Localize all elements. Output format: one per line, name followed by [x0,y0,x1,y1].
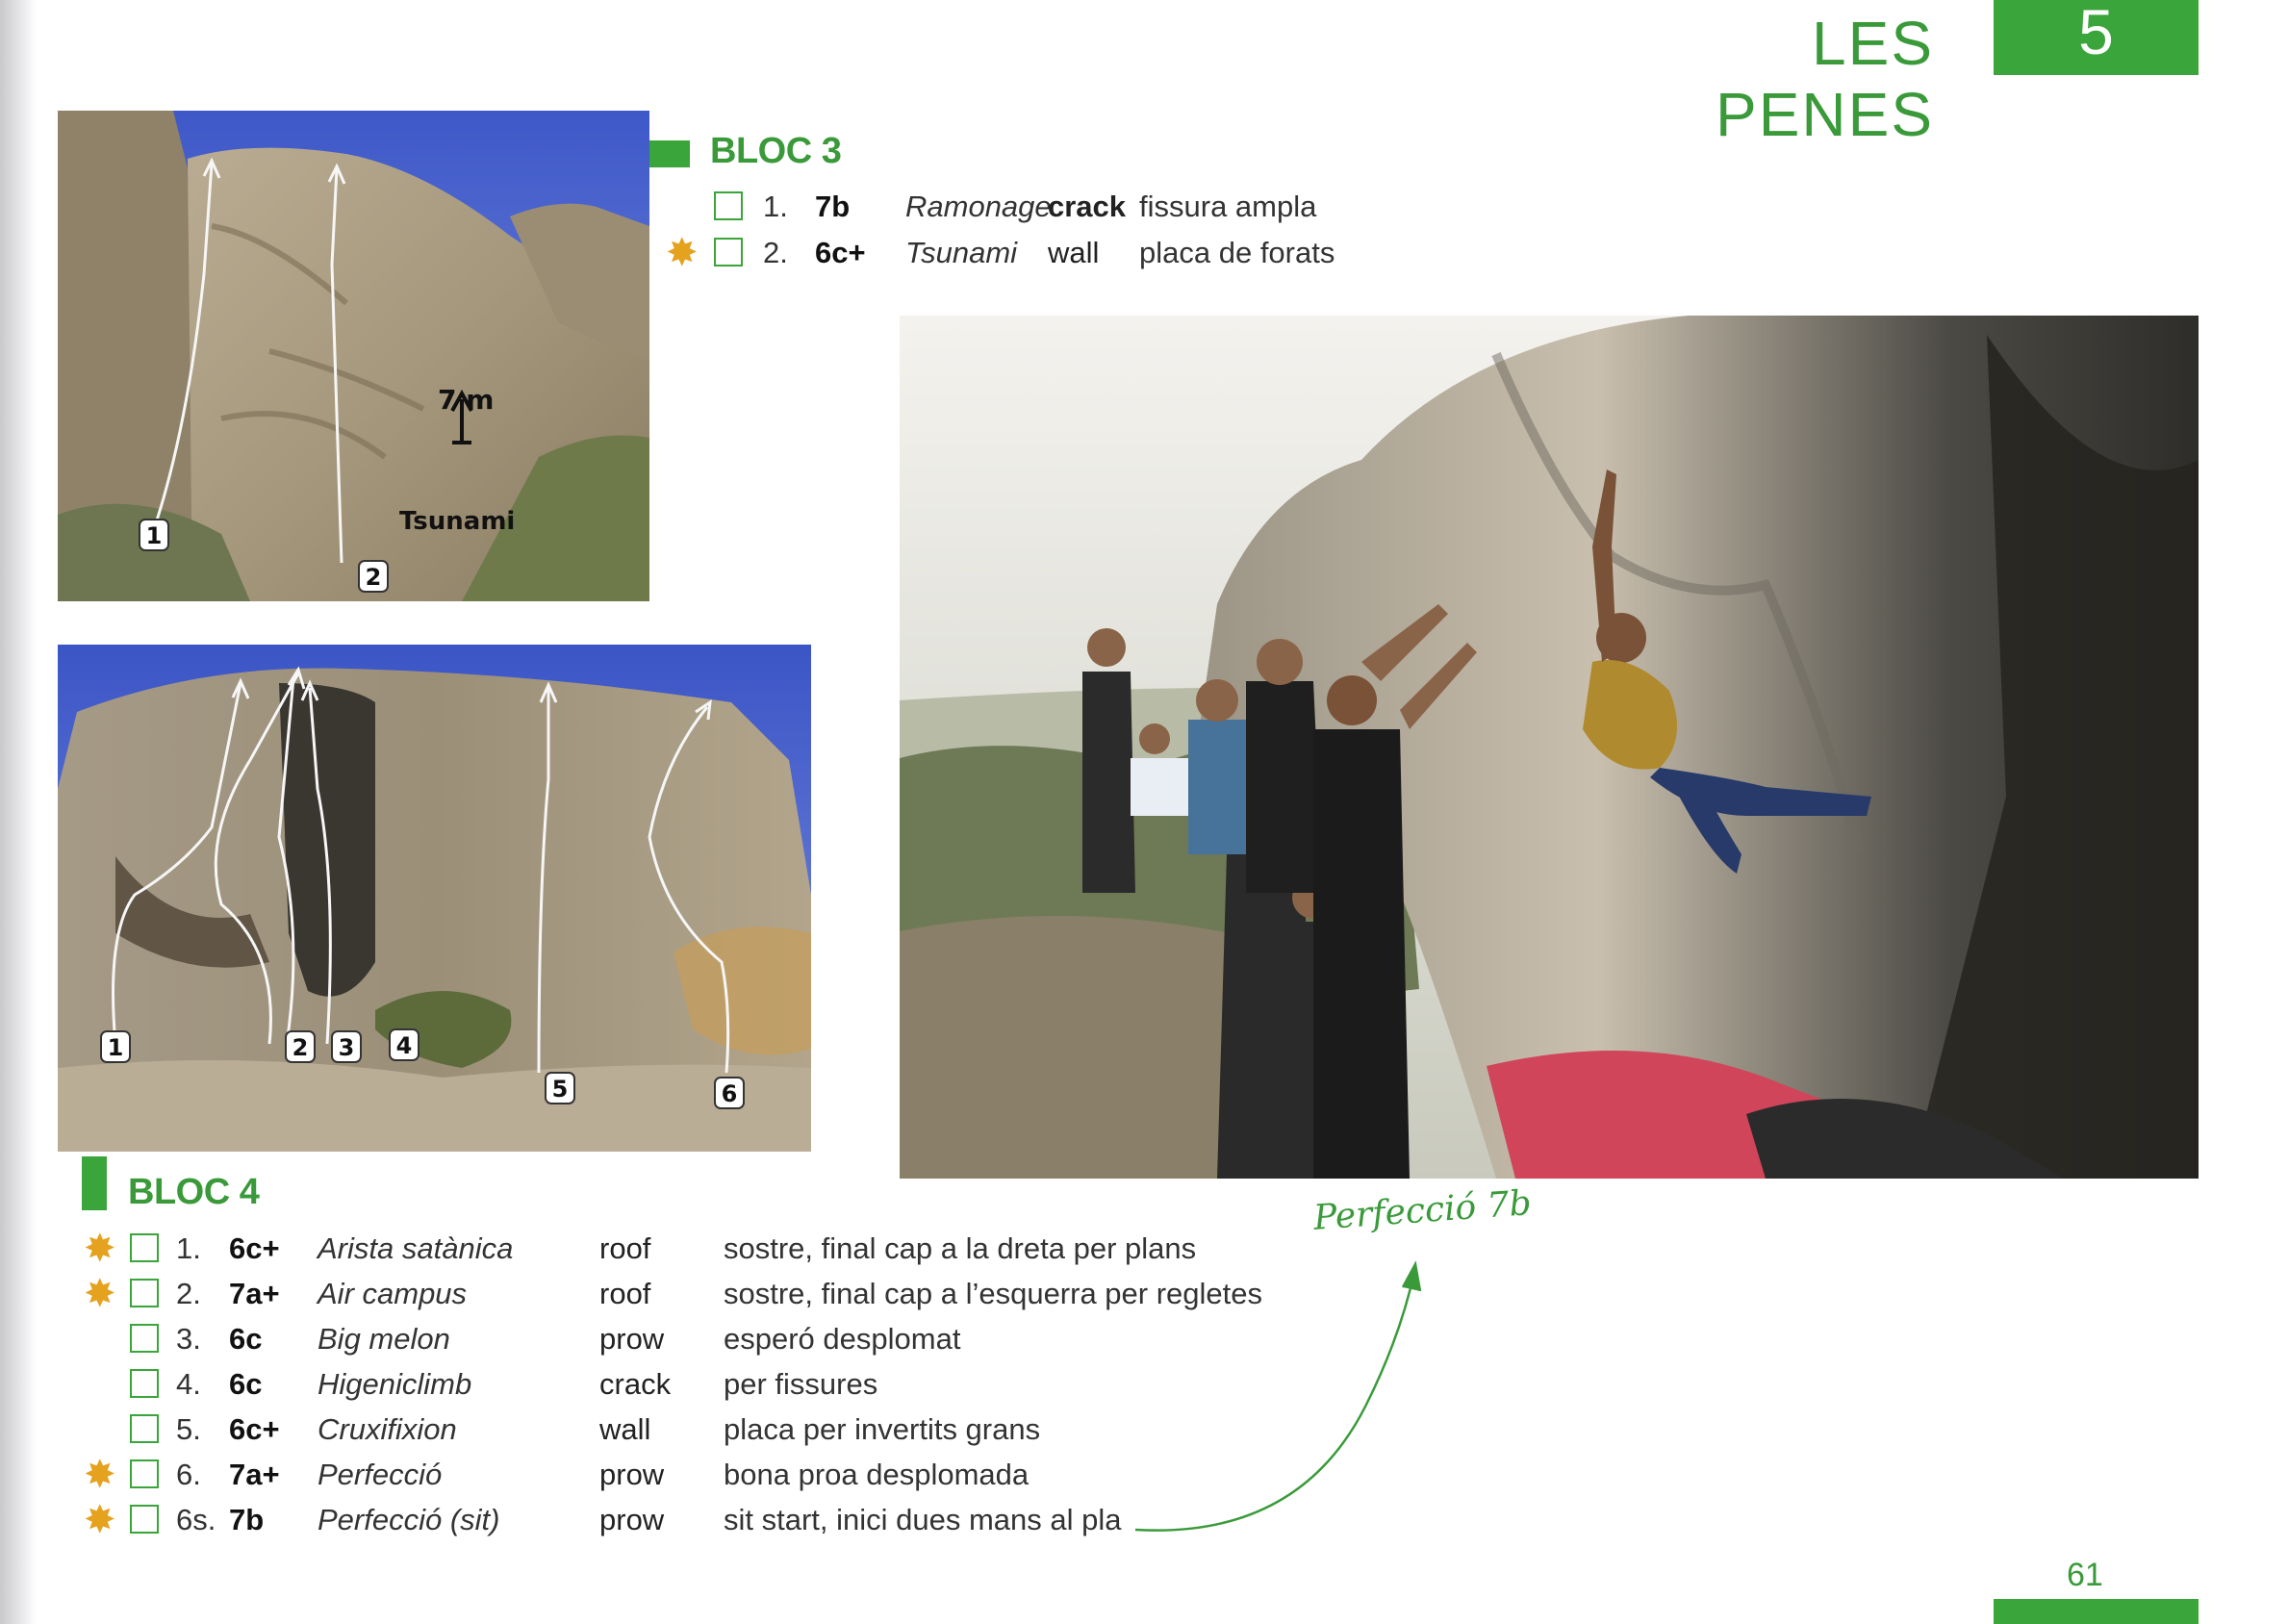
svg-text:4: 4 [395,1032,413,1059]
route-name: Perfecció [318,1458,443,1491]
star-icon: ✸ [84,1454,116,1496]
route-description: bona proa desplomada [724,1458,1030,1491]
route-name: Cruxifixion [318,1412,457,1446]
bloc3-topo-photo [58,111,649,601]
page-number: 61 [2067,1557,2103,1593]
route-number: 2. [763,236,788,269]
route-marker-5 [546,1073,574,1104]
route-grade: 6c+ [815,236,866,269]
bloc4-heading-bar [82,1156,107,1210]
chapter-number-badge [1994,0,2199,75]
route-description: placa de forats [1139,236,1335,269]
bloc3-heading: BLOC 3 [710,131,842,171]
route-number: 5. [176,1412,201,1446]
route-type: wall [1048,236,1100,269]
route-grade: 7b [815,190,851,223]
route-description: fissura ampla [1139,190,1317,223]
bloc4-route-row-6 [82,1454,1236,1496]
checkbox-icon[interactable] [130,1505,159,1534]
star-icon: ✸ [84,1273,116,1315]
route-type: prow [599,1503,665,1536]
route-name: Arista satànica [318,1231,514,1265]
route-description: esperó desplomat [724,1322,961,1356]
bloc4-route-row-5 [82,1408,1236,1451]
route-grade: 6c [229,1367,263,1401]
svg-text:3: 3 [338,1034,355,1061]
route-type: crack [599,1367,672,1401]
chapter-title: LES PENES [1716,9,1934,149]
svg-text:2: 2 [365,564,382,591]
route-number: 1. [176,1231,201,1265]
bloc4-route-row-2 [82,1273,1263,1315]
svg-text:1: 1 [107,1034,124,1061]
curved-arrow-icon [1126,1251,1443,1539]
checkbox-icon[interactable] [130,1414,159,1443]
route-type: crack [1048,190,1127,223]
main-climbing-photo [900,316,2199,1179]
route-description: per fissures [724,1367,878,1401]
star-icon: ✸ [666,232,699,274]
route-grade: 6c+ [229,1231,280,1265]
height-label: 7 m [438,384,495,416]
star-icon: ✸ [84,1228,116,1270]
chapter-number: 5 [2078,0,2114,67]
route-marker-4 [390,1029,419,1060]
route-number: 2. [176,1277,201,1310]
route-number: 1. [763,190,788,223]
book-spine-shadow [0,0,37,1624]
route-grade: 6c [229,1322,263,1356]
route-number: 3. [176,1322,201,1356]
route-name: Higeniclimb [318,1367,472,1401]
route-number: 6s. [176,1503,216,1536]
route-grade: 7b [229,1503,265,1536]
route-description: placa per invertits grans [724,1412,1041,1446]
checkbox-icon[interactable] [130,1459,159,1488]
bloc4-route-row-7 [82,1499,1236,1541]
route-marker-2 [286,1031,315,1062]
route-grade: 7a+ [229,1458,280,1491]
route-number: 4. [176,1367,201,1401]
route-name: Air campus [318,1277,468,1310]
checkbox-icon[interactable] [130,1233,159,1262]
svg-text:6: 6 [721,1080,738,1107]
route-type: roof [599,1231,651,1265]
svg-text:5: 5 [551,1076,569,1103]
route-name: Ramonage [905,190,1052,223]
bloc4-route-row-4 [82,1363,1236,1406]
footer-accent-bar [1994,1599,2199,1624]
route-label-tsunami: Tsunami [399,507,516,536]
route-type: prow [599,1458,665,1491]
bloc3-heading-bar [649,140,690,167]
route-description: sostre, final cap a l’esquerra per regletes [724,1277,1263,1310]
route-grade: 6c+ [229,1412,280,1446]
checkbox-icon[interactable] [714,191,743,220]
route-number: 6. [176,1458,201,1491]
bloc4-route-row-1 [82,1228,1236,1270]
svg-text:1: 1 [145,522,163,549]
checkbox-icon[interactable] [130,1324,159,1353]
route-name: Tsunami [905,236,1018,269]
star-icon: ✸ [84,1499,116,1541]
bloc3-route-row-1 [664,186,1337,228]
route-grade: 7a+ [229,1277,280,1310]
svg-text:2: 2 [292,1034,309,1061]
checkbox-icon[interactable] [130,1279,159,1307]
route-name: Big melon [318,1322,450,1356]
route-marker-1 [140,520,168,550]
route-type: roof [599,1277,651,1310]
route-marker-3 [332,1031,361,1062]
route-description: sostre, final cap a la dreta per plans [724,1231,1197,1265]
bloc4-route-row-3 [82,1318,1236,1360]
route-description: sit start, inici dues mans al pla [724,1503,1122,1536]
route-marker-6 [715,1078,744,1108]
photo-caption: Perfecció 7b [1311,1183,1533,1238]
bloc4-topo-photo [58,645,811,1152]
route-marker-1 [101,1031,130,1062]
route-name: Perfecció (sit) [318,1503,500,1536]
route-type: prow [599,1322,665,1356]
bloc3-route-row-2 [664,232,1337,274]
checkbox-icon[interactable] [714,238,743,266]
bloc4-heading: BLOC 4 [128,1172,260,1212]
checkbox-icon[interactable] [130,1369,159,1398]
route-marker-2 [359,561,388,592]
route-type: wall [599,1412,651,1446]
